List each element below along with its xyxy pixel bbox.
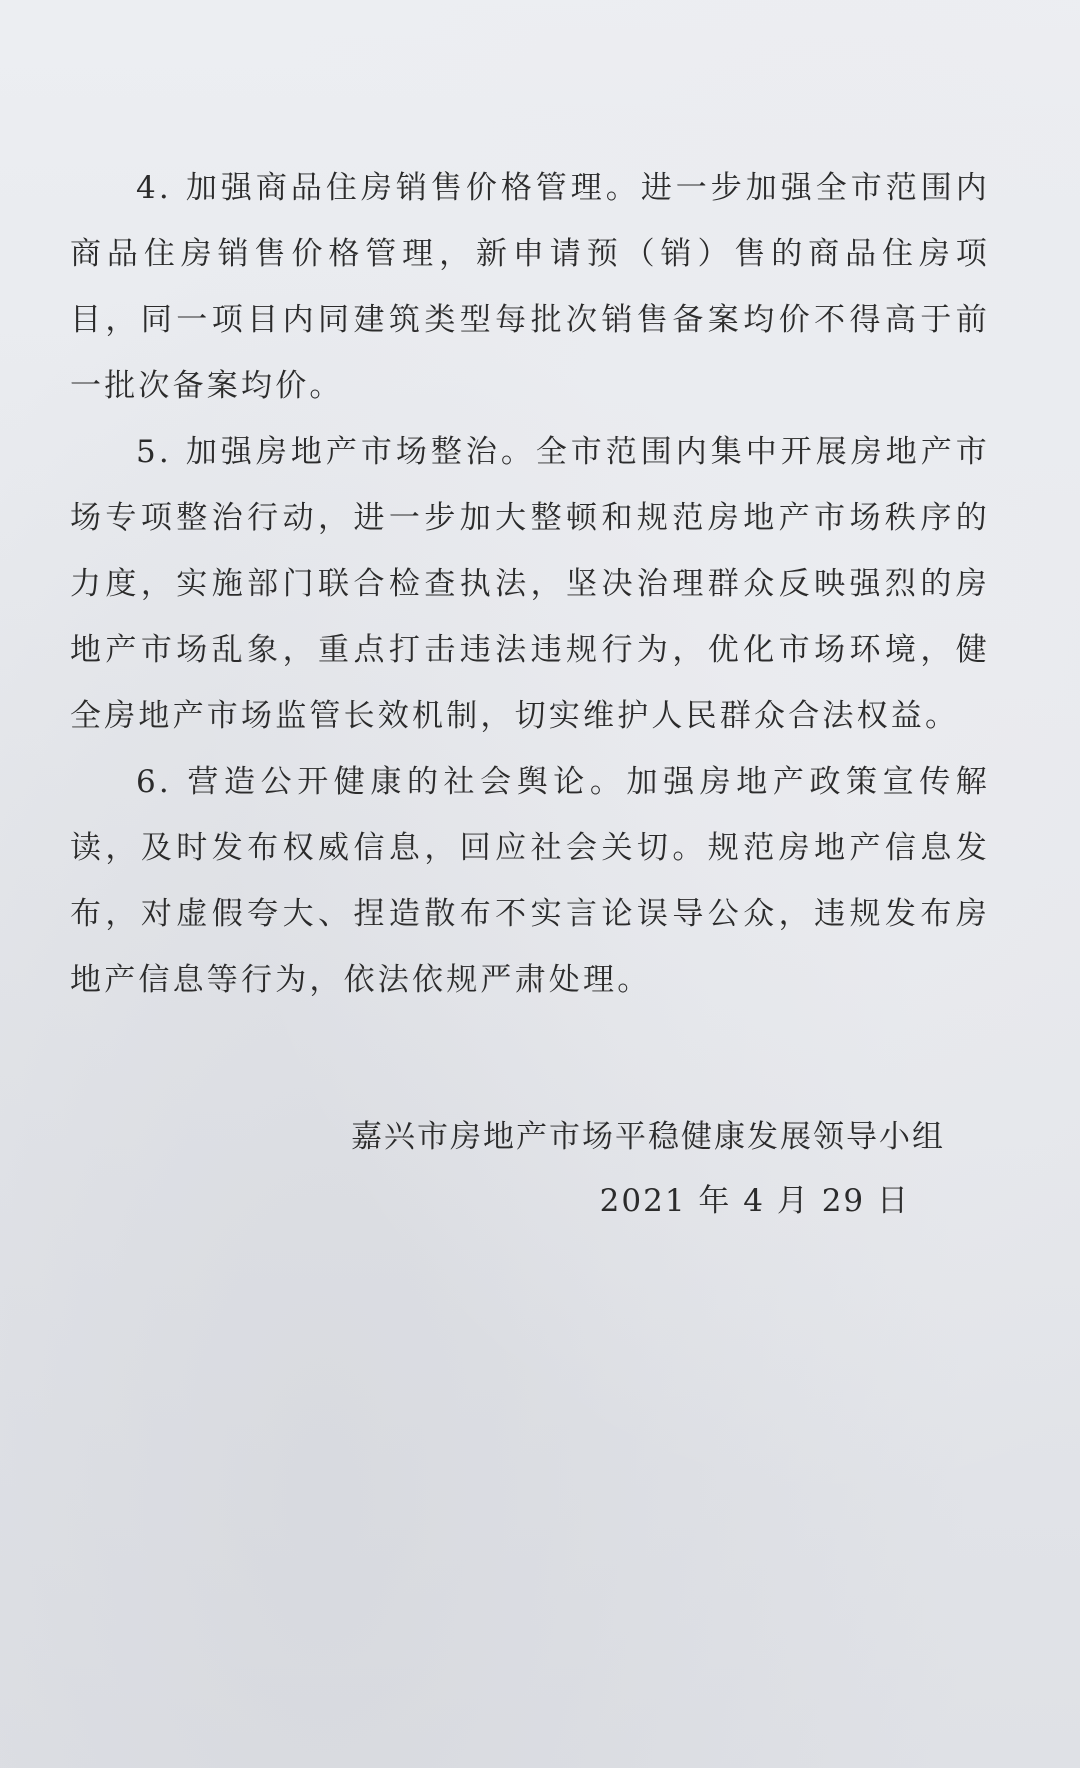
- paragraph-5-text: 全市范围内集中开展房地产市场专项整治行动，进一步加大整顿和规范房地产市场秩序的力度，实施部门联合检查执法，坚决治理群众反映强烈的房地产市场乱象，重点打击违法违规行为，优化市场环境，健全房地产市场监管长效机制，切实维护人民群众合法权益。: [70, 434, 990, 734]
- paragraph-5: [70, 419, 990, 749]
- paragraph-6-text: 加强房地产政策宣传解读，及时发布权威信息，回应社会关切。规范房地产信息发布，对虚假夸大、捏造散布不实言论误导公众，违规发布房地产信息等行为，依法依规严肃处理。: [70, 764, 991, 998]
- paragraph-4: [70, 155, 990, 419]
- document-body: [70, 155, 990, 1013]
- signature-organization: 嘉兴市房地产市场平稳健康发展领导小组: [351, 1119, 945, 1155]
- paragraph-6-heading: 6. 营造公开健康的社会舆论。: [136, 764, 627, 800]
- signature-date: 2021 年 4 月 29 日: [599, 1183, 910, 1219]
- paragraph-6: [70, 749, 990, 1013]
- paragraph-4-text: 进一步加强全市范围内商品住房销售价格管理，新申请预（销）售的商品住房项目，同一项目内同建筑类型每批次销售备案均价不得高于前一批次备案均价。: [70, 170, 990, 404]
- paragraph-5-heading: 5. 加强房地产市场整治。: [136, 434, 536, 470]
- signature-block: [351, 1105, 945, 1233]
- paragraph-4-heading: 4. 加强商品住房销售价格管理。: [136, 170, 641, 206]
